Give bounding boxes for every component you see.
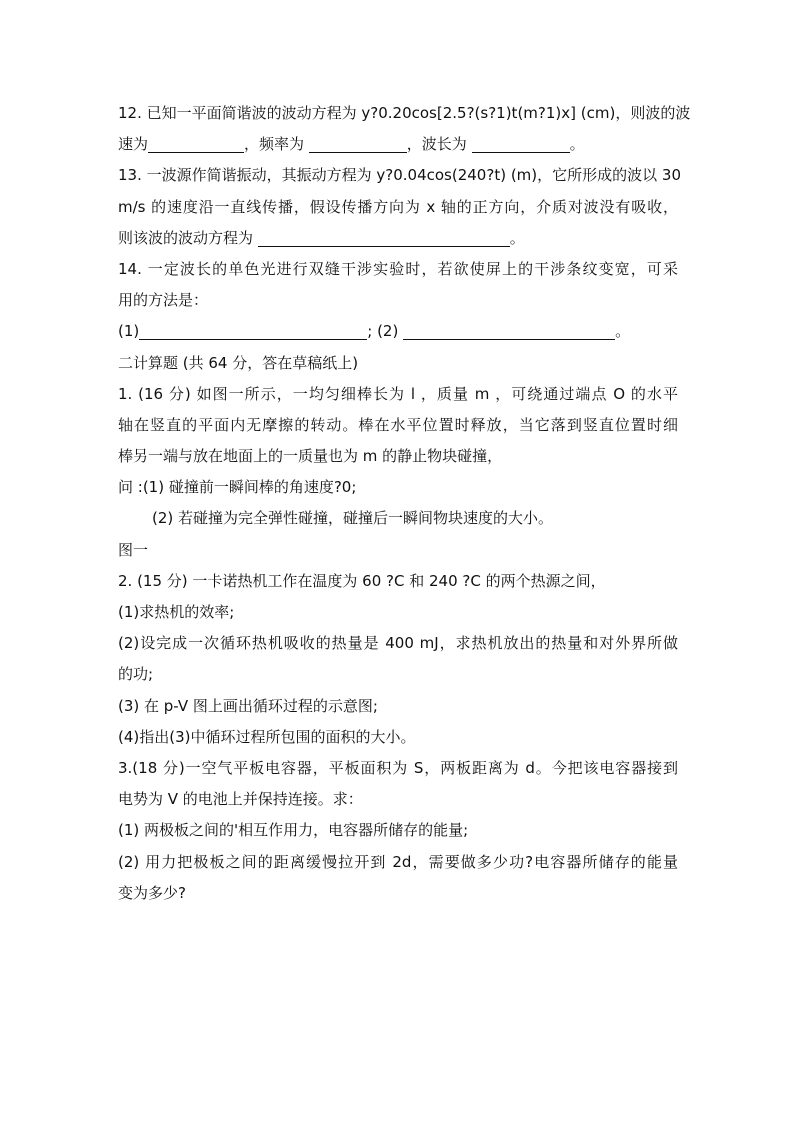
- p2-line-5: (3) 在 p-V 图上画出循环过程的示意图;: [118, 696, 378, 715]
- q12-text-a: 速为: [118, 135, 149, 154]
- q13-line-3: [118, 223, 678, 254]
- p3-line-5: 变为多少?: [118, 883, 186, 902]
- document-body: [118, 98, 691, 909]
- p1-line-1: 1. (16 分) 如图一所示，一均匀细棒长为 l ，质量 m ，可绕通过端点 O 的水平: [118, 384, 678, 403]
- method-2-blank[interactable]: [403, 321, 615, 340]
- p3-line-2: 电势为 V 的电池上并保持连接。求：: [118, 790, 363, 809]
- q14-line-1: 14. 一定波长的单色光进行双缝干涉实验时，若欲使屏上的干涉条纹变宽，可采: [118, 259, 678, 278]
- q12-text-b: ，频率为: [244, 135, 309, 154]
- p3-line-3: (1) 两极板之间的'相互作用力，电容器所储存的能量;: [118, 821, 469, 840]
- method-1-blank[interactable]: [139, 321, 367, 340]
- q14-line-3: [118, 316, 678, 347]
- p2-line-6: (4)指出(3)中循环过程所包围的面积的大小。: [118, 727, 416, 746]
- p1-line-2: 轴在竖直的平面内无摩擦的转动。棒在水平位置时释放，当它落到竖直位置时细: [118, 415, 678, 434]
- p3-line-4: (2) 用力把极板之间的距离缓慢拉开到 2d，需要做多少功?电容器所储存的能量: [118, 852, 678, 871]
- p1-line-4: 问 :(1) 碰撞前一瞬间棒的角速度?0;: [118, 478, 357, 497]
- p2-line-4: 的功;: [118, 665, 154, 684]
- q13-text-a: 则该波的波动方程为: [118, 228, 258, 247]
- wave-speed-blank[interactable]: [148, 134, 244, 153]
- p2-line-1: 2. (15 分) 一卡诺热机工作在温度为 60 ?C 和 240 ?C 的两个热源之间，: [118, 571, 606, 590]
- q14-text-b: ; (2): [367, 322, 404, 341]
- q12-line-2: [118, 129, 678, 160]
- q13-text-b: 。: [509, 228, 525, 247]
- q14-text-a: (1): [118, 322, 140, 341]
- p1-line-5: (2) 若碰撞为完全弹性碰撞，碰撞后一瞬间物块速度的大小。: [152, 509, 554, 528]
- p2-line-3: (2)设完成一次循环热机吸收的热量是 400 mJ，求热机放出的热量和对外界所做: [118, 634, 678, 653]
- q12-line-1: 12. 已知一平面简谐波的波动方程为 y?0.20cos[2.5?(s?1)t(m?1)x] (cm)，则波的波: [118, 104, 691, 122]
- frequency-blank[interactable]: [309, 134, 407, 153]
- wavelength-blank[interactable]: [472, 134, 570, 153]
- q13-line-2: m/s 的速度沿一直线传播，假设传播方向为 x 轴的正方向，介质对波没有吸收，: [118, 197, 678, 216]
- q12-text-d: 。: [569, 135, 585, 154]
- figure-caption: 图一: [118, 540, 149, 559]
- q14-text-c: 。: [615, 322, 631, 341]
- q13-line-1: 13. 一波源作简谐振动，其振动方程为 y?0.04cos(240?t) (m)，它所形成的波以 30: [118, 166, 681, 185]
- q14-line-2: 用的方法是：: [118, 291, 209, 310]
- p2-line-2: (1)求热机的效率;: [118, 603, 235, 621]
- p1-line-3: 棒另一端与放在地面上的一质量也为 m 的静止物块碰撞，: [118, 447, 503, 466]
- wave-equation-blank[interactable]: [258, 228, 510, 247]
- section-heading: 二计算题 (共 64 分，答在草稿纸上): [118, 353, 359, 372]
- p3-line-1: 3.(18 分)一空气平板电容器，平板面积为 S，两板距离为 d。今把该电容器接到: [118, 758, 678, 777]
- q12-text-c: ，波长为: [406, 135, 472, 154]
